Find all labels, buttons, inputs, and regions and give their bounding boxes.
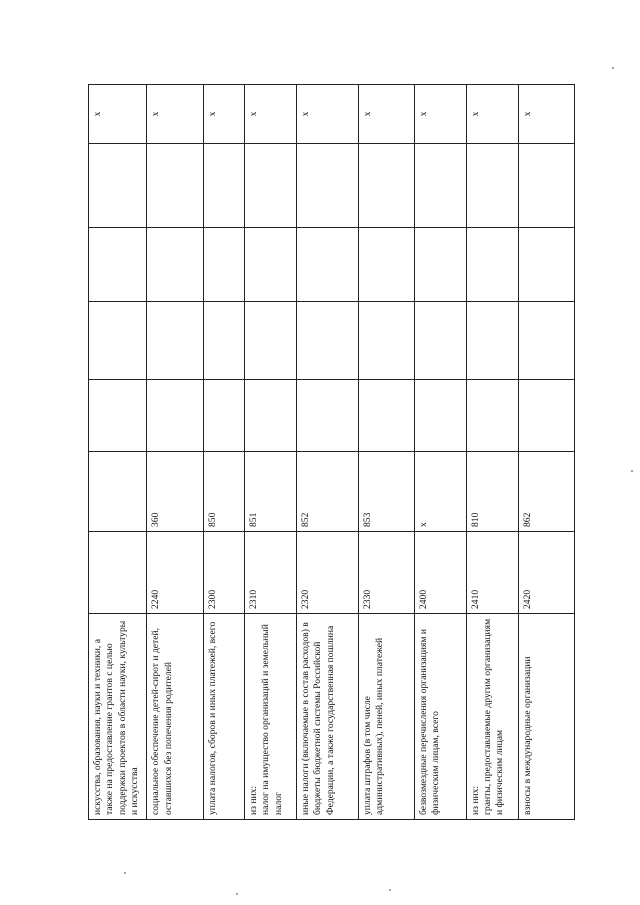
row-empty-cell	[466, 144, 518, 228]
row-empty-cell	[518, 380, 574, 452]
row-budget-code-cell	[89, 452, 147, 532]
row-mark-cell: x	[518, 85, 574, 144]
row-empty-cell	[466, 302, 518, 380]
row-name-cell: из них: налог на имущество организаций и земельный налог	[245, 614, 297, 820]
table-row	[203, 85, 245, 820]
row-empty-cell	[414, 302, 466, 380]
row-empty-cell	[89, 228, 147, 302]
row-code-cell	[89, 532, 147, 614]
row-empty-cell	[297, 144, 358, 228]
row-empty-cell	[203, 144, 245, 228]
row-budget-code-cell: 853	[358, 452, 414, 532]
row-name-cell: уплата налогов, сборов и иных платежей, всего	[203, 614, 245, 820]
row-mark-cell: x	[89, 85, 147, 144]
row-empty-cell	[203, 380, 245, 452]
row-budget-code-cell: 862	[518, 452, 574, 532]
row-code-cell: 2300	[203, 532, 245, 614]
row-empty-cell	[297, 228, 358, 302]
row-code-cell: 2330	[358, 532, 414, 614]
row-empty-cell	[358, 228, 414, 302]
row-empty-cell	[89, 302, 147, 380]
row-mark-cell: x	[203, 85, 245, 144]
rotated-table-container	[88, 85, 575, 820]
scan-speck	[631, 470, 633, 472]
row-mark-cell: x	[147, 85, 203, 144]
row-empty-cell	[203, 228, 245, 302]
row-empty-cell	[147, 144, 203, 228]
row-empty-cell	[245, 302, 297, 380]
row-empty-cell	[147, 380, 203, 452]
row-code-cell: 2420	[518, 532, 574, 614]
row-empty-cell	[518, 228, 574, 302]
expenses-table	[88, 84, 575, 820]
row-mark-cell: x	[358, 85, 414, 144]
row-empty-cell	[147, 228, 203, 302]
row-name-cell: уплата штрафов (в том числе административных), пеней, иных платежей	[358, 614, 414, 820]
row-empty-cell	[297, 302, 358, 380]
table-region	[88, 85, 575, 820]
row-name-cell: иные налоги (включаемые в состав расходов) в бюджеты бюджетной системы Российской Федерации, а также государственная пошлина	[297, 614, 358, 820]
row-empty-cell	[147, 302, 203, 380]
row-code-cell: 2410	[466, 532, 518, 614]
row-empty-cell	[358, 144, 414, 228]
table-row	[414, 85, 466, 820]
row-empty-cell	[466, 228, 518, 302]
row-empty-cell	[518, 144, 574, 228]
table-row	[89, 85, 147, 820]
row-empty-cell	[203, 302, 245, 380]
row-budget-code-cell: 850	[203, 452, 245, 532]
table-row	[358, 85, 414, 820]
row-name-cell: взносы в международные организации	[518, 614, 574, 820]
table-row	[518, 85, 574, 820]
scan-speck	[236, 893, 238, 895]
row-empty-cell	[414, 380, 466, 452]
row-code-cell: 2240	[147, 532, 203, 614]
row-empty-cell	[414, 144, 466, 228]
row-empty-cell	[89, 144, 147, 228]
row-code-cell: 2320	[297, 532, 358, 614]
row-mark-cell: x	[466, 85, 518, 144]
row-empty-cell	[89, 380, 147, 452]
row-mark-cell: x	[297, 85, 358, 144]
row-budget-code-cell: 810	[466, 452, 518, 532]
row-mark-cell: x	[245, 85, 297, 144]
row-empty-cell	[297, 380, 358, 452]
row-empty-cell	[358, 302, 414, 380]
table-row	[297, 85, 358, 820]
row-name-cell: социальное обеспечение детей-сирот и детей, оставшихся без попечения родителей	[147, 614, 203, 820]
row-mark-cell: x	[414, 85, 466, 144]
row-empty-cell	[245, 144, 297, 228]
row-budget-code-cell: 360	[147, 452, 203, 532]
row-code-cell: 2310	[245, 532, 297, 614]
row-budget-code-cell: 852	[297, 452, 358, 532]
row-name-cell: безвозмездные перечисления организациям и физическим лицам, всего	[414, 614, 466, 820]
scan-speck	[124, 872, 126, 874]
scan-speck	[389, 889, 391, 891]
row-empty-cell	[466, 380, 518, 452]
row-budget-code-cell: x	[414, 452, 466, 532]
row-name-cell: из них: гранты, предоставляемые другим организациям и физическим лицам	[466, 614, 518, 820]
row-empty-cell	[518, 302, 574, 380]
row-code-cell: 2400	[414, 532, 466, 614]
row-budget-code-cell: 851	[245, 452, 297, 532]
row-empty-cell	[245, 380, 297, 452]
table-row	[147, 85, 203, 820]
scan-speck	[612, 67, 614, 69]
row-empty-cell	[245, 228, 297, 302]
table-row	[245, 85, 297, 820]
table-row	[466, 85, 518, 820]
row-name-cell: искусства, образования, науки и техники, а также на предоставление грантов с целью поддержки проектов в области науки, культуры и искусства	[89, 614, 147, 820]
row-empty-cell	[358, 380, 414, 452]
row-empty-cell	[414, 228, 466, 302]
